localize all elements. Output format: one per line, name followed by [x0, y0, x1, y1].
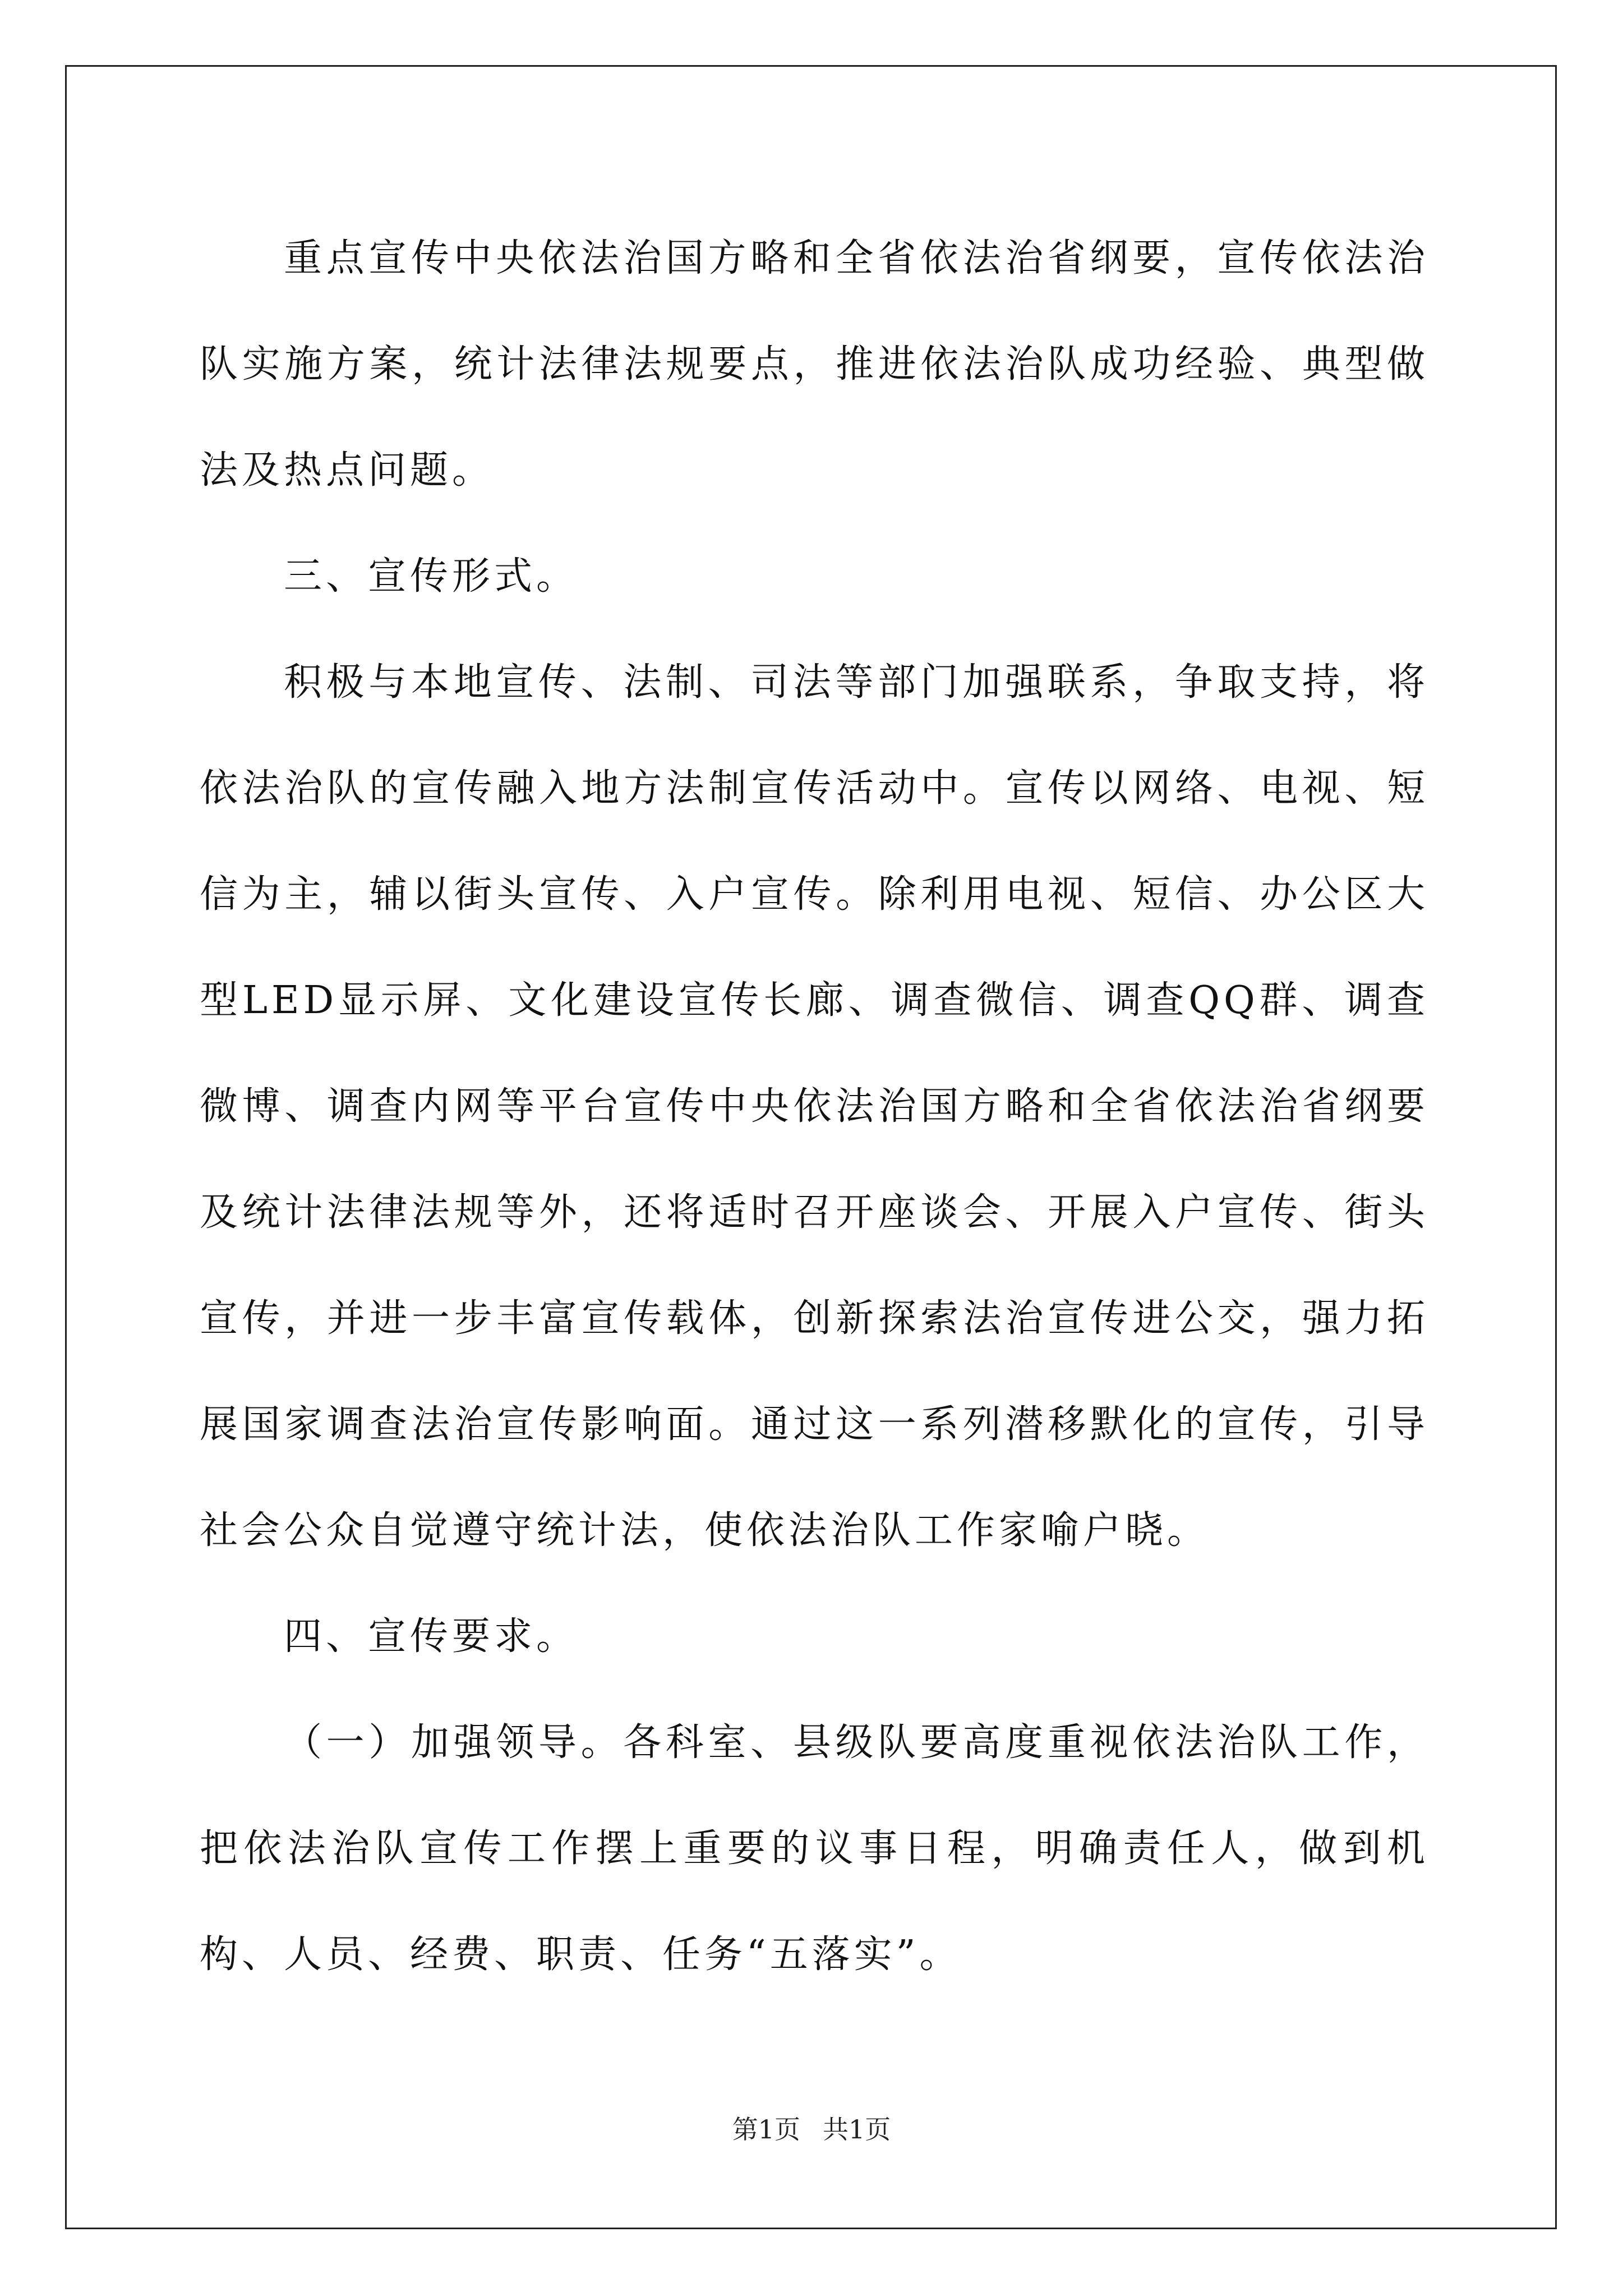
- paragraph-key-content: 重点宣传中央依法治国方略和全省依法治省纲要，宣传依法治队实施方案，统计法律法规要点，推进依法治队成功经验、典型做法及热点问题。: [200, 236, 1429, 493]
- page-number-total: 共1页: [823, 2114, 891, 2145]
- paragraph-strengthen-leadership: （一）加强领导。各科室、县级队要高度重视依法治队工作，把依法治队宣传工作摆上重要的议事日程，明确责任人，做到机构、人员、经费、职责、任务“五落实”。: [200, 1720, 1429, 1977]
- heading-publicity-requirements: 四、宣传要求。: [284, 1614, 579, 1659]
- page-number-current: 第1页: [732, 2114, 800, 2145]
- document-body: [200, 205, 1429, 2008]
- heading-publicity-form: 三、宣传形式。: [284, 554, 579, 599]
- paragraph-publicity-form: 积极与本地宣传、法制、司法等部门加强联系，争取支持，将依法治队的宣传融入地方法制宣传活动中。宣传以网络、电视、短信为主，辅以街头宣传、入户宣传。除利用电视、短信、办公区大型LED显示屏、文化建设宣传长廊、调查微信、调查QQ群、调查微博、调查内网等平台宣传中央依法治国方略和全省依法治省纲要及统计法律法规等外，还将适时召开座谈会、开展入户宣传、街头宣传，并进一步丰富宣传载体，创新探索法治宣传进公交，强力拓展国家调查法治宣传影响面。通过这一系列潜移默化的宣传，引导社会公众自觉遵守统计法，使依法治队工作家喻户晓。: [200, 660, 1429, 1553]
- page-footer: [0, 2113, 1623, 2146]
